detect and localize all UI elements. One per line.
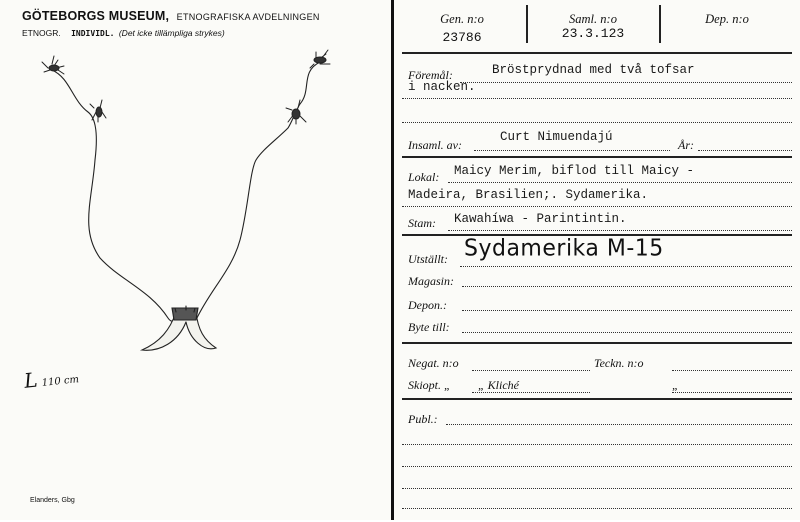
- depon-label: Depon.:: [408, 298, 447, 312]
- printer-imprint: Elanders, Gbg: [30, 497, 75, 504]
- kliche-end: „: [672, 378, 679, 392]
- ar-label: År:: [678, 138, 694, 152]
- left-tassel-top: [42, 56, 64, 74]
- rule-4: [402, 398, 792, 400]
- foremal-label: Föremål:: [408, 68, 453, 82]
- byte-label: Byte till:: [408, 320, 450, 334]
- foremal-field-3: [402, 102, 792, 130]
- subdept-label: ETNOGR.: [22, 28, 61, 38]
- stam-label: Stam:: [408, 216, 436, 230]
- left-cord: [52, 70, 180, 321]
- left-tassel-mid: [90, 100, 106, 122]
- right-cord: [196, 62, 320, 320]
- lokal-line2: Madeira, Brasilien;. Sydamerika.: [408, 188, 649, 202]
- object-sketch: [0, 40, 380, 380]
- right-tassel-top: [310, 50, 330, 68]
- header-rule: [402, 52, 792, 54]
- museum-name: GÖTEBORGS MUSEUM,: [22, 9, 170, 23]
- byte-field: [402, 316, 792, 344]
- skiopt-label: Skiopt. „: [408, 378, 451, 392]
- insaml-value: Curt Nimuendajú: [500, 130, 613, 144]
- strike-note: (Det icke tillämpliga strykes): [118, 28, 225, 38]
- header-divider-1: [526, 5, 528, 43]
- foremal-line1: Bröstprydnad med två tofsar: [492, 63, 695, 77]
- magasin-label: Magasin:: [408, 274, 454, 288]
- length-letter: L: [22, 367, 39, 393]
- insaml-field: [402, 128, 792, 156]
- publ-line-5: [402, 494, 792, 522]
- lokal-label: Lokal:: [408, 170, 440, 184]
- card-divider: [391, 0, 394, 520]
- skiopt-field: [402, 372, 792, 400]
- saml-number-value: 23.3.123: [561, 26, 625, 41]
- stam-field: [402, 208, 792, 236]
- rule-3: [402, 342, 792, 344]
- publ-label: Publ.:: [408, 412, 438, 426]
- saml-number-label: Saml. n:o: [569, 12, 617, 26]
- insaml-label: Insaml. av:: [408, 138, 462, 152]
- utstallt-value: Sydamerika M-15: [464, 235, 664, 262]
- subheader: [22, 28, 225, 38]
- length-value: 110 cm: [41, 374, 80, 389]
- utstallt-field: [402, 236, 792, 264]
- negat-label: Negat. n:o: [408, 356, 459, 370]
- utstallt-label: Utställt:: [408, 252, 449, 266]
- rule-1: [402, 156, 792, 158]
- gen-number-label: Gen. n:o: [440, 12, 484, 26]
- museum-header: [22, 9, 320, 23]
- stam-value: Kawahíwa - Parintintin.: [454, 212, 627, 226]
- lokal-line1: Maicy Merim, biflod till Maicy -: [454, 164, 695, 178]
- header-divider-2: [659, 5, 661, 43]
- right-tassel-mid: [286, 100, 306, 124]
- individ-stamp: INDIVIDL.: [71, 29, 115, 38]
- pendant-teeth: [142, 306, 216, 350]
- department-name: ETNOGRAFISKA AVDELNINGEN: [176, 12, 320, 22]
- length-annotation: [23, 363, 80, 393]
- gen-number-value: 23786: [442, 30, 482, 45]
- teckn-label: Teckn. n:o: [594, 356, 644, 370]
- kliche-label: „ Kliché: [478, 378, 519, 392]
- foremal-line2: i nacken.: [408, 80, 476, 94]
- dep-number-label: Dep. n:o: [705, 12, 749, 26]
